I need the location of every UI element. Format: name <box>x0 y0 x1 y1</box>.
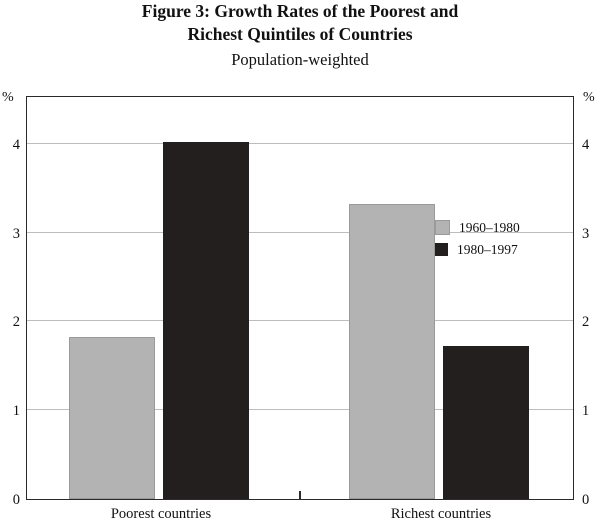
y-tick-right-0: 0 <box>582 492 590 508</box>
x-category-label-richest: Richest countries <box>390 506 492 522</box>
chart-title-line-1: Figure 3: Growth Rates of the Poorest and <box>141 1 459 21</box>
legend-item-1960-1980 <box>435 218 520 237</box>
chart-title-line-2: Richest Quintiles of Countries <box>187 24 413 44</box>
chart-legend <box>435 218 520 262</box>
x-axis-baseline <box>27 499 573 501</box>
y-tick-right-3: 3 <box>582 226 590 242</box>
y-tick-left-3: 3 <box>12 226 20 242</box>
y-axis-unit-right: % <box>583 90 595 105</box>
legend-swatch-icon-1960-1980 <box>435 220 450 235</box>
gridline-y2 <box>27 320 573 321</box>
legend-swatch-icon-1980-1997 <box>435 243 448 256</box>
y-tick-left-0: 0 <box>12 492 20 508</box>
legend-item-1980-1997 <box>435 240 520 259</box>
y-tick-right-4: 4 <box>582 137 590 153</box>
gridline-y4 <box>27 143 573 144</box>
legend-label-1960-1980: 1960–1980 <box>459 220 520 235</box>
y-tick-right-1: 1 <box>582 403 590 419</box>
y-tick-left-1: 1 <box>12 403 20 419</box>
x-category-label-poorest: Poorest countries <box>110 506 212 522</box>
y-tick-left-4: 4 <box>12 137 20 153</box>
legend-label-1980-1997: 1980–1997 <box>457 242 518 257</box>
bar-poorest-1960-1980 <box>69 337 155 499</box>
bar-richest-1960-1980 <box>349 204 435 499</box>
bar-richest-1980-1997 <box>443 346 529 499</box>
chart-subtitle: Population-weighted <box>231 50 369 69</box>
bar-poorest-1980-1997 <box>163 142 249 499</box>
y-axis-unit-left: % <box>2 90 14 105</box>
y-tick-left-2: 2 <box>12 314 20 330</box>
chart-title-block <box>0 0 600 72</box>
y-tick-right-2: 2 <box>582 314 590 330</box>
plot-area <box>26 96 574 500</box>
